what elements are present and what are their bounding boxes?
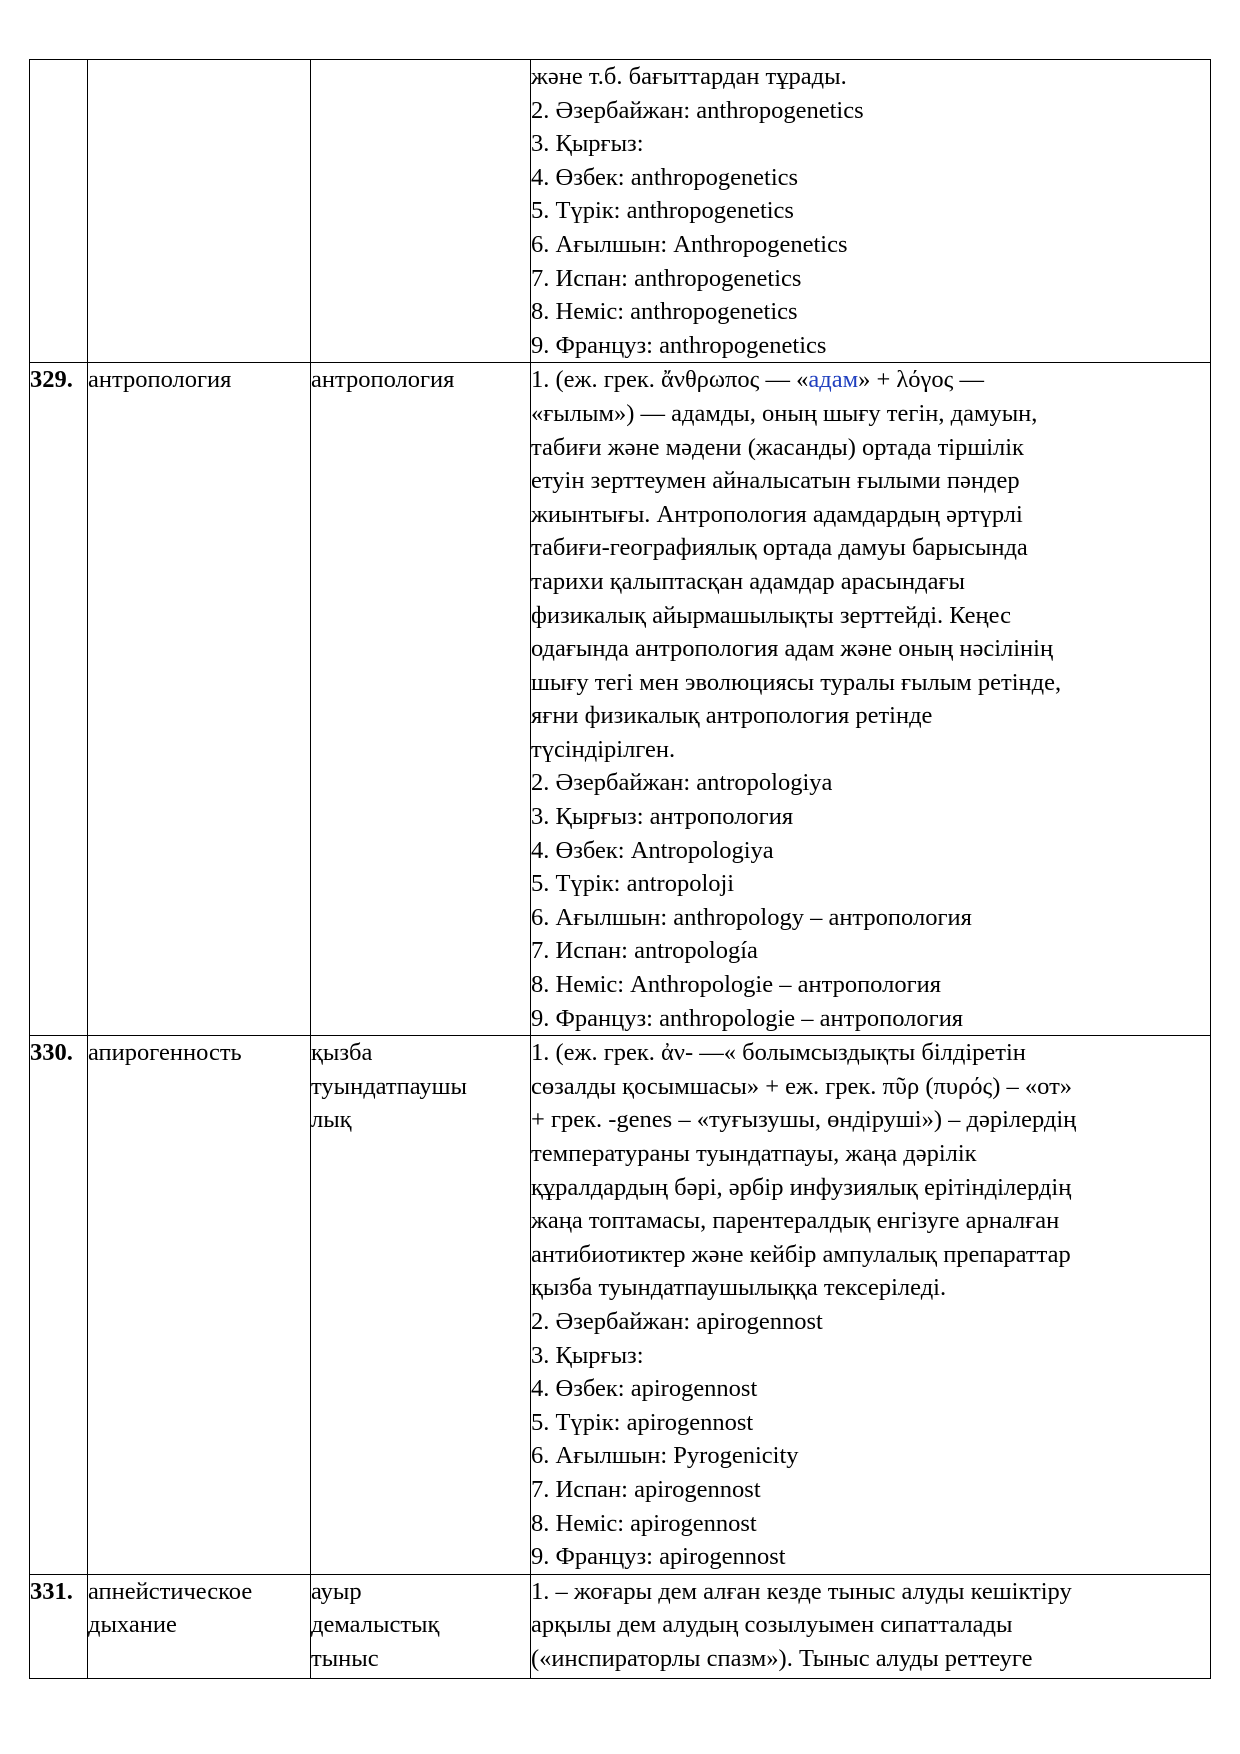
definition-line: 8. Неміс: anthropogenetics bbox=[531, 298, 798, 326]
definition-line: 3. Қырғыз: bbox=[531, 130, 644, 158]
table-row bbox=[30, 1574, 1211, 1678]
definition-line: 7. Испан: apirogennost bbox=[531, 1475, 761, 1503]
definition-text: » + λόγος — bbox=[858, 366, 984, 394]
definition-line: антибиотиктер және кейбір ампулалық препараттар bbox=[531, 1240, 1071, 1268]
definition-line: түсіндірілген. bbox=[531, 735, 676, 763]
definition-line: 1. (еж. грек. ἀν- —« болымсыздықты білдіретін bbox=[531, 1039, 1026, 1067]
definition-line: 9. Француз: anthropologie – антропология bbox=[531, 1004, 964, 1032]
definition-line: + грек. -genes – «туғызушы, өндіруші») – дәрілердің bbox=[531, 1106, 1077, 1134]
definition-line: 7. Испан: antropología bbox=[531, 937, 758, 965]
definition-line: етуін зерттеумен айналысатын ғылыми пәндер bbox=[531, 467, 1020, 495]
definition-line: тарихи қалыптасқан адамдар арасындағы bbox=[531, 567, 966, 595]
definition-line: 7. Испан: anthropogenetics bbox=[531, 264, 802, 292]
translation-text: ауыр bbox=[311, 1577, 362, 1605]
definition-line: жиынтығы. Антропология адамдардың әртүрлі bbox=[531, 500, 1023, 528]
definition-line: 4. Өзбек: anthropogenetics bbox=[531, 163, 799, 191]
definition-line: («инспираторлы спазм»). Тыныс алуды реттеуге bbox=[531, 1644, 1033, 1672]
definition-line: 5. Түрік: apirogennost bbox=[531, 1408, 754, 1436]
definition-text: 1. (еж. грек. ἄνθρωπος — « bbox=[531, 366, 809, 394]
definition-line: 9. Француз: apirogennost bbox=[531, 1543, 786, 1571]
definition-line: 6. Ағылшын: Pyrogenicity bbox=[531, 1442, 799, 1470]
definition-line: шығу тегі мен эволюциясы туралы ғылым ретінде, bbox=[531, 668, 1062, 696]
translation-text: қызба bbox=[311, 1039, 373, 1067]
definition-line: 5. Түрік: anthropogenetics bbox=[531, 197, 794, 225]
definition-cell bbox=[531, 60, 1211, 363]
entry-number: 329. bbox=[30, 363, 88, 1036]
definition-line: жаңа топтамасы, парентералдық енгізуге арналған bbox=[531, 1207, 1060, 1235]
translation-text: антропология bbox=[311, 366, 455, 394]
definition-line: сөзалды қосымшасы» + еж. грек. πῦρ (πυρός) – «от» bbox=[531, 1072, 1073, 1100]
term-text: апнейстическое bbox=[88, 1577, 253, 1605]
definition-cell bbox=[531, 1574, 1211, 1678]
definition-line: құралдардың бәрі, әрбір инфузиялық ерітінділердің bbox=[531, 1173, 1072, 1201]
translation-cell bbox=[311, 363, 531, 1036]
definition-line: физикалық айырмашылықты зерттейді. Кеңес bbox=[531, 601, 1012, 629]
entry-number bbox=[30, 60, 88, 363]
translation-text: лық bbox=[311, 1106, 352, 1134]
translation-cell bbox=[311, 1574, 531, 1678]
definition-line: 2. Әзербайжан: anthropogenetics bbox=[531, 96, 864, 124]
term-text: апирогенность bbox=[88, 1039, 242, 1067]
definition-line: 1. – жоғары дем алған кезде тыныс алуды кешіктіру bbox=[531, 1577, 1072, 1605]
definition-line: «ғылым») — адамды, оның шығу тегін, дамуын, bbox=[531, 399, 1038, 427]
definition-cell bbox=[531, 1036, 1211, 1575]
definition-line: 8. Неміс: Anthropologie – антропология bbox=[531, 971, 942, 999]
definition-line: 8. Неміс: apirogennost bbox=[531, 1509, 757, 1537]
definition-line: арқылы дем алудың созылуымен сипатталады bbox=[531, 1611, 1013, 1639]
table-row bbox=[30, 363, 1211, 1036]
definition-line: 9. Француз: anthropogenetics bbox=[531, 331, 827, 359]
definition-line: 4. Өзбек: Antropologiya bbox=[531, 836, 774, 864]
term-cell bbox=[88, 60, 311, 363]
translation-text: демалыстық bbox=[311, 1611, 440, 1639]
definition-line: 2. Әзербайжан: antropologiya bbox=[531, 769, 833, 797]
table-row bbox=[30, 1036, 1211, 1575]
term-cell bbox=[88, 1574, 311, 1678]
hyperlink[interactable]: адам bbox=[808, 366, 859, 394]
translation-cell bbox=[311, 60, 531, 363]
term-text: антропология bbox=[88, 366, 232, 394]
definition-line: 4. Өзбек: apirogennost bbox=[531, 1375, 758, 1403]
entry-number: 330. bbox=[30, 1036, 88, 1575]
definition-line: табиғи және мәдени (жасанды) ортада тіршілік bbox=[531, 433, 1024, 461]
definition-cell bbox=[531, 363, 1211, 1036]
term-cell bbox=[88, 363, 311, 1036]
term-cell bbox=[88, 1036, 311, 1575]
definition-line: табиғи-географиялық ортада дамуы барысында bbox=[531, 534, 1028, 562]
translation-cell bbox=[311, 1036, 531, 1575]
definition-line: 3. Қырғыз: bbox=[531, 1341, 644, 1369]
translation-text: туындатпаушы bbox=[311, 1072, 467, 1100]
definition-line: 5. Түрік: antropoloji bbox=[531, 870, 735, 898]
definition-line: 3. Қырғыз: антропология bbox=[531, 803, 794, 831]
entry-number: 331. bbox=[30, 1574, 88, 1678]
definition-line: яғни физикалық антропология ретінде bbox=[531, 702, 933, 730]
term-text: дыхание bbox=[88, 1611, 177, 1639]
translation-text: тыныс bbox=[311, 1644, 379, 1672]
definition-line: температураны туындатпауы, жаңа дәрілік bbox=[531, 1140, 977, 1167]
definition-line: 2. Әзербайжан: apirogennost bbox=[531, 1307, 823, 1335]
definition-line: қызба туындатпаушылыққа тексеріледі. bbox=[531, 1274, 947, 1302]
table-row bbox=[30, 60, 1211, 363]
definition-line: және т.б. бағыттардан тұрады. bbox=[531, 63, 847, 90]
definition-line: 6. Ағылшын: Anthropogenetics bbox=[531, 230, 848, 258]
definition-line: одағында антропология адам және оның нәсілінің bbox=[531, 635, 1054, 663]
definition-line: 6. Ағылшын: anthropology – антропология bbox=[531, 903, 972, 931]
definition-line bbox=[531, 363, 1210, 397]
dictionary-table bbox=[29, 59, 1211, 1679]
